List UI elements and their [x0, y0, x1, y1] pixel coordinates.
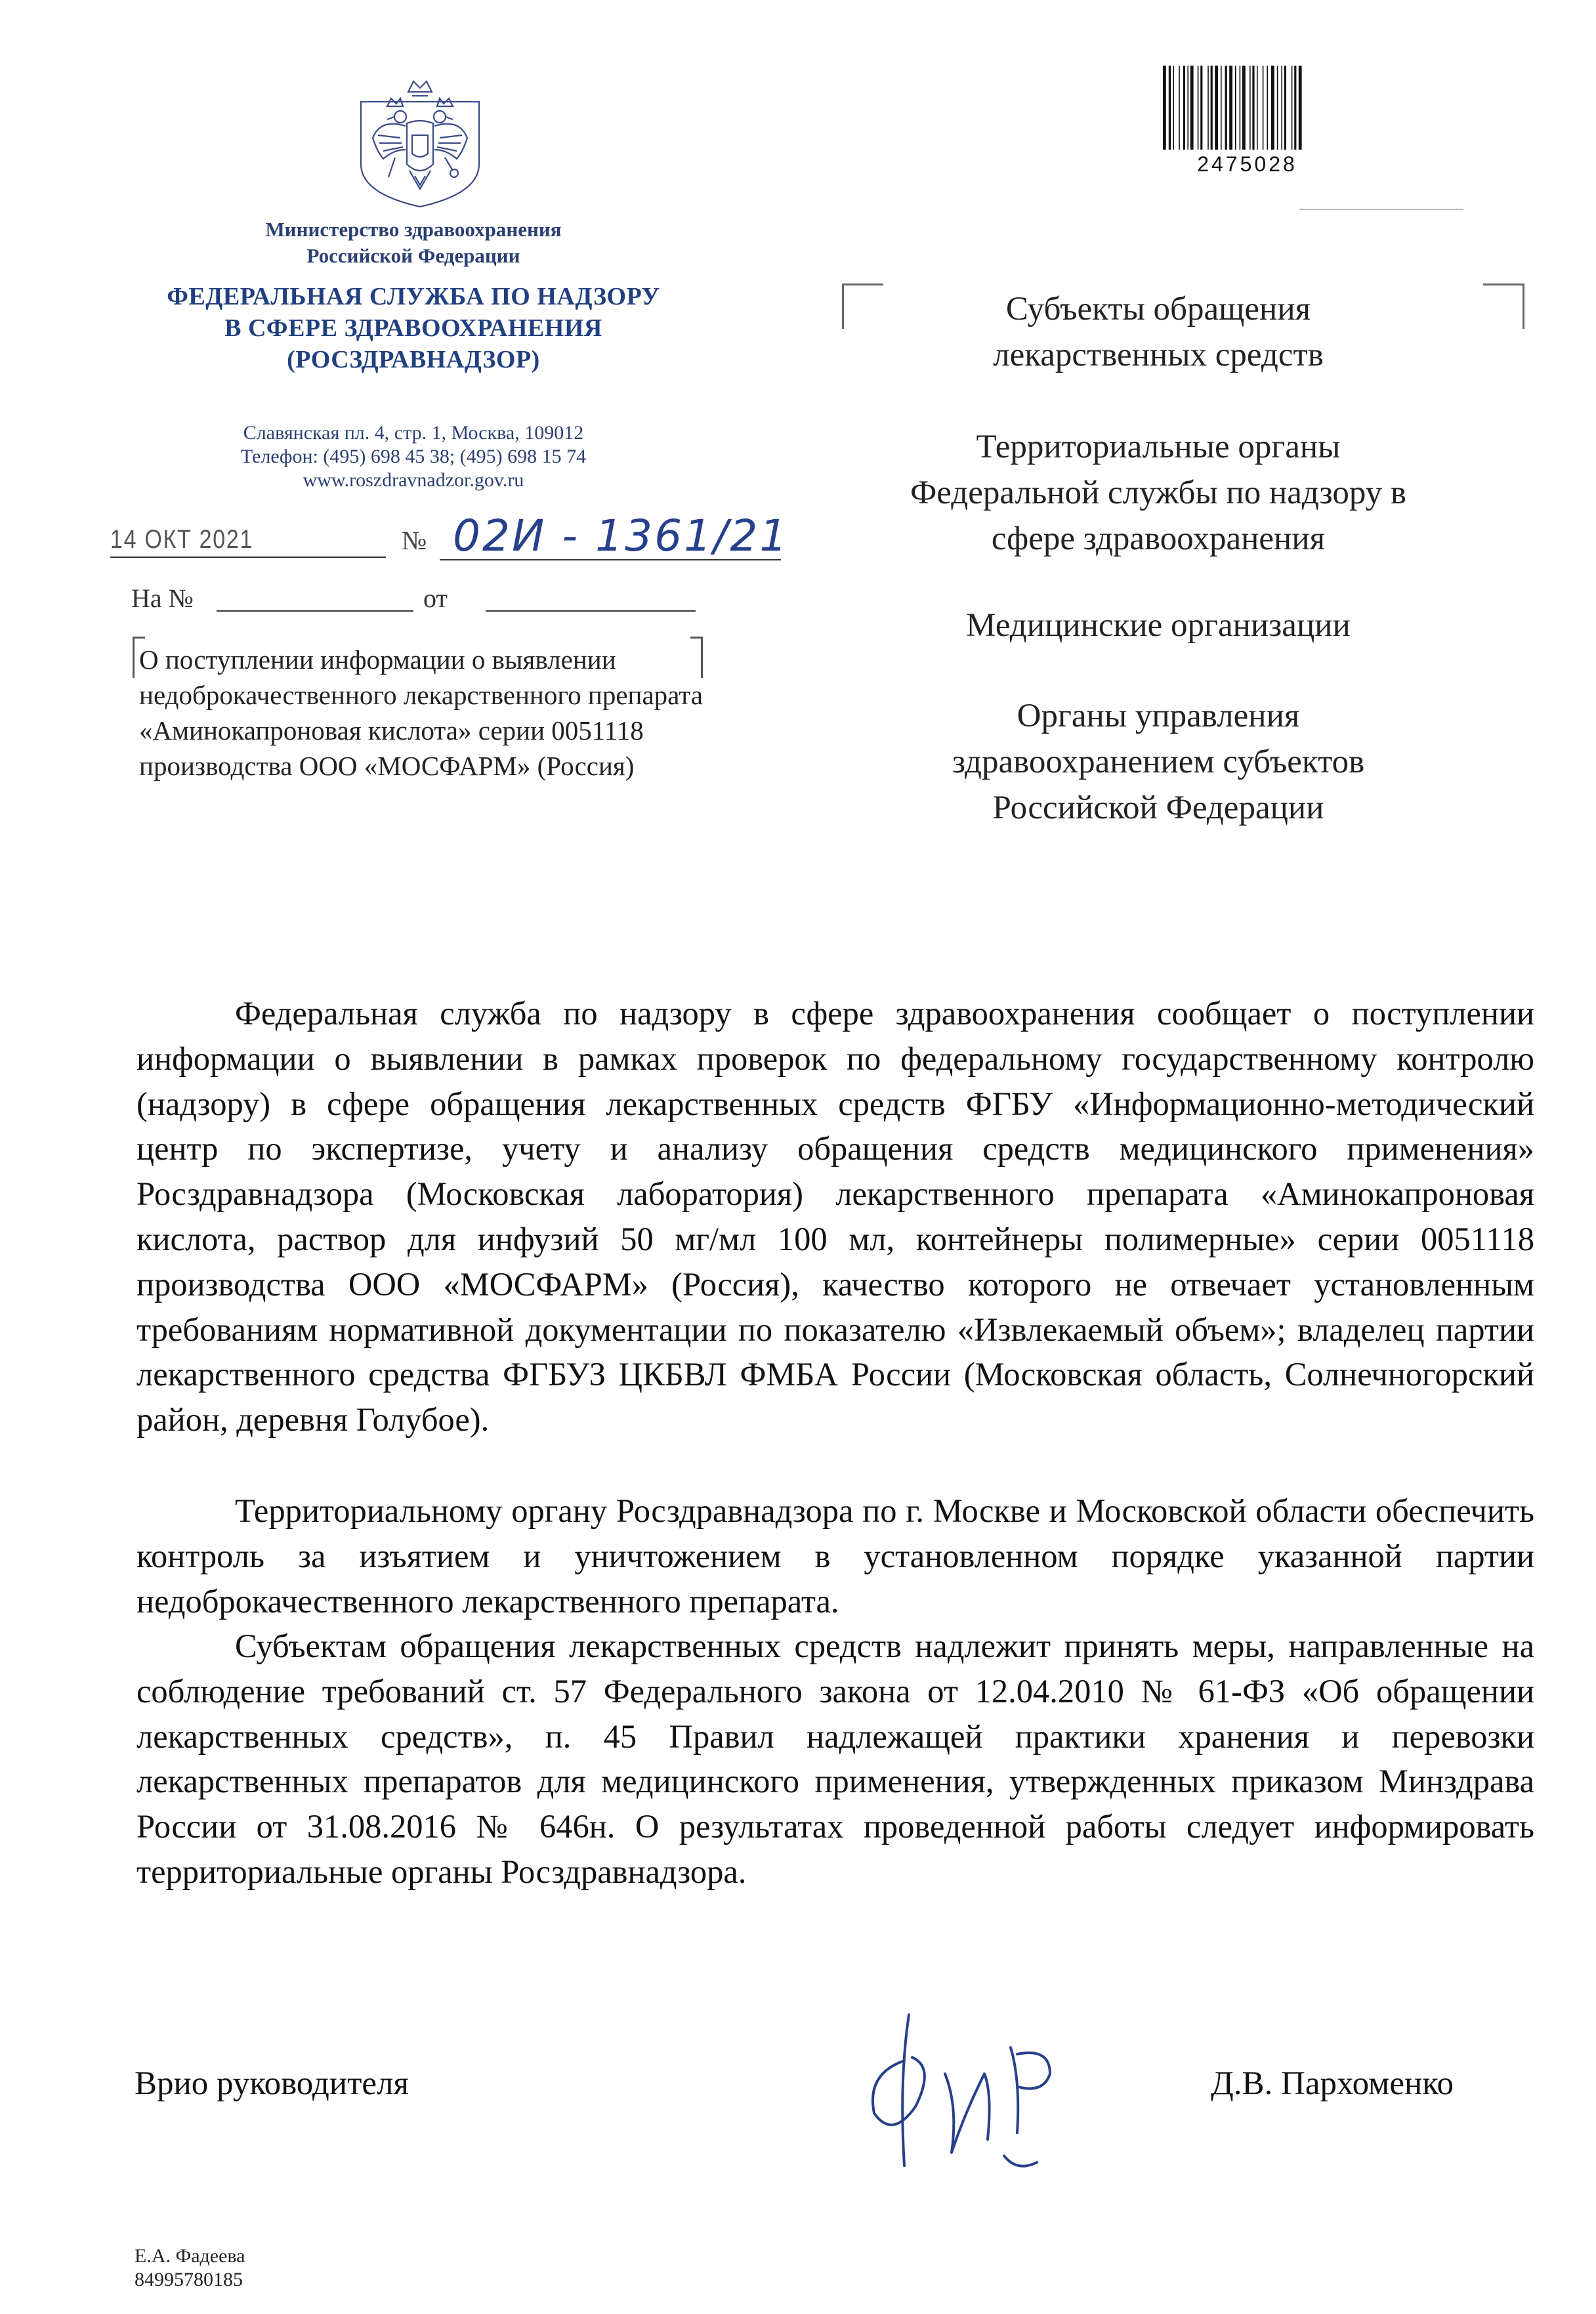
barcode-bar: [1271, 66, 1274, 150]
body-paragraph-3: Субъектам обращения лекарственных средств надлежит принять меры, направленные на соблюдение требований ст. 57 Федерального закона от 12.04.2010 № 61-ФЗ «Об обращении лекарственных средств», п. 45 Правил надлежащей практики хранения и перевозки лекарственных препаратов для медицинского применения, утвержденных приказом Минздрава России от 31.08.2016 № 646н. О результатах проведенной работы следует информировать территориальные органы Росздравнадзора.: [136, 1628, 1534, 1890]
service-line-3: (РОСЗДРАВНАДЗОР): [287, 346, 540, 373]
executor-name: Е.А. Фадеева: [135, 2245, 245, 2267]
barcode-bar: [1179, 66, 1180, 150]
addressee-2-line-2: Федеральной службы по надзору в: [910, 474, 1406, 511]
addressee-1-line-1: Субъекты обращения: [1005, 291, 1311, 327]
barcode-bar: [1252, 66, 1254, 150]
barcode-bar: [1221, 66, 1222, 150]
barcode-bar: [1208, 66, 1209, 150]
barcode-bar: [1198, 66, 1199, 150]
barcode-bar: [1173, 66, 1174, 150]
addressee-bracket-right: [1483, 284, 1524, 329]
barcode-bar: [1281, 66, 1282, 150]
subject-line-1: О поступлении информации о выявлении: [139, 644, 616, 675]
addressee-3: [847, 602, 1470, 648]
contact-block: [131, 421, 696, 492]
letter-subject: [139, 642, 789, 784]
barcode-bar: [1215, 66, 1218, 150]
addressee-2-line-3: сфере здравоохранения: [991, 520, 1326, 557]
barcode-bar: [1200, 66, 1202, 150]
addressee-3-line-1: Медицинские организации: [966, 607, 1351, 644]
addressee-4-line-1: Органы управления: [1017, 698, 1300, 734]
ministry-line-1: Министерство здравоохранения: [265, 218, 562, 241]
barcode-bar: [1163, 66, 1166, 150]
barcode-bar: [1190, 66, 1194, 150]
service-line-1: ФЕДЕРАЛЬНАЯ СЛУЖБА ПО НАДЗОРУ: [167, 283, 660, 310]
signatory-role: Врио руководителя: [135, 2065, 409, 2102]
website-link: www.roszdravnadzor.gov.ru: [303, 469, 524, 491]
barcode-bar: [1294, 66, 1296, 150]
barcode-bar: [1240, 66, 1241, 150]
addressee-4-line-3: Российской Федерации: [992, 789, 1324, 826]
address: Славянская пл. 4, стр. 1, Москва, 109012: [243, 422, 584, 444]
barcode: [1160, 63, 1334, 158]
ministry-name: [131, 217, 696, 269]
barcode-bar: [1263, 66, 1264, 150]
barcode-bar: [1225, 66, 1227, 150]
coat-of-arms-icon: [354, 72, 486, 210]
barcode-bar: [1235, 66, 1236, 150]
barcode-bar: [1284, 66, 1286, 150]
addressee-4: [847, 693, 1470, 831]
barcode-bar: [1229, 66, 1232, 150]
body-paragraph-2: Территориальному органу Росздравнадзора по г. Москве и Московской области обеспечить контроль за изъятием и уничтожением в установленном порядке указанной партии недоброкачественного лекарственного препарата.: [136, 1492, 1534, 1620]
reference-number-line: [217, 610, 413, 612]
barcode-bar: [1242, 66, 1246, 150]
addressee-1-line-2: лекарственных средств: [993, 337, 1324, 373]
subject-line-3: «Аминокапроновая кислота» серии 0051118: [139, 715, 644, 746]
addressee-4-line-2: здравоохранением субъектов: [952, 744, 1365, 780]
number-underline: [440, 559, 781, 560]
reference-label: На №: [131, 583, 194, 613]
barcode-number: 2475028: [1197, 152, 1297, 176]
barcode-bar: [1169, 66, 1171, 150]
barcode-bar: [1299, 66, 1302, 150]
phone: Телефон: (495) 698 45 38; (495) 698 15 74: [240, 446, 587, 467]
barcode-bar: [1292, 66, 1293, 150]
barcode-bar: [1257, 66, 1258, 150]
addressee-1: [847, 286, 1470, 378]
ministry-line-2: Российской Федерации: [306, 244, 520, 267]
signatory-name: Д.В. Пархоменко: [1211, 2065, 1454, 2102]
barcode-bar: [1277, 66, 1278, 150]
number-sign: №: [402, 526, 427, 555]
reference-from-label: от: [423, 583, 448, 613]
executor-phone: 84995780185: [135, 2269, 243, 2290]
subject-line-4: производства ООО «МОСФАРМ» (Россия): [139, 751, 635, 781]
reference-date-line: [486, 610, 696, 612]
barcode-bar: [1267, 66, 1268, 150]
service-name: [105, 281, 722, 375]
barcode-bar: [1187, 66, 1188, 150]
addressee-2-line-1: Территориальные органы: [976, 429, 1341, 465]
date-underline: [110, 557, 386, 558]
addressee-2: [847, 424, 1470, 562]
subject-line-2: недоброкачественного лекарственного препарата: [139, 680, 703, 710]
registration-number: 02И - 1361/21: [453, 511, 789, 561]
barcode-bar: [1250, 66, 1251, 150]
barcode-bar: [1211, 66, 1213, 150]
barcode-bar: [1183, 66, 1185, 150]
handwritten-signature: [853, 2002, 1070, 2185]
barcode-divider: [1299, 209, 1463, 210]
date-stamp: 14 ОКТ 2021: [110, 525, 254, 554]
body-paragraph-1: Федеральная служба по надзору в сфере здравоохранения сообщает о поступлении информации о выявлении в рамках проверок по федеральному государственному контролю (надзору) в сфере обращения лекарственных средств ФГБУ «Информационно-методический центр по экспертизе, учету и анализу обращения средств медицинского применения» Росздравнадзора (Московская лаборатория) лекарственного препарата «Аминокапроновая кислота, раствор для инфузий 50 мг/мл 100 мл, контейнеры полимерные» серии 0051118 производства ООО «МОСФАРМ» (Россия), качество которого не отвечает установленным требованиям нормативной документации по показателю «Извлекаемый объем»; владелец партии лекарственного средства ФГБУЗ ЦКБВЛ ФМБА России (Московская область, Солнечногорский район, деревня Голубое).: [136, 995, 1534, 1439]
service-line-2: В СФЕРЕ ЗДРАВООХРАНЕНИЯ: [224, 314, 602, 342]
